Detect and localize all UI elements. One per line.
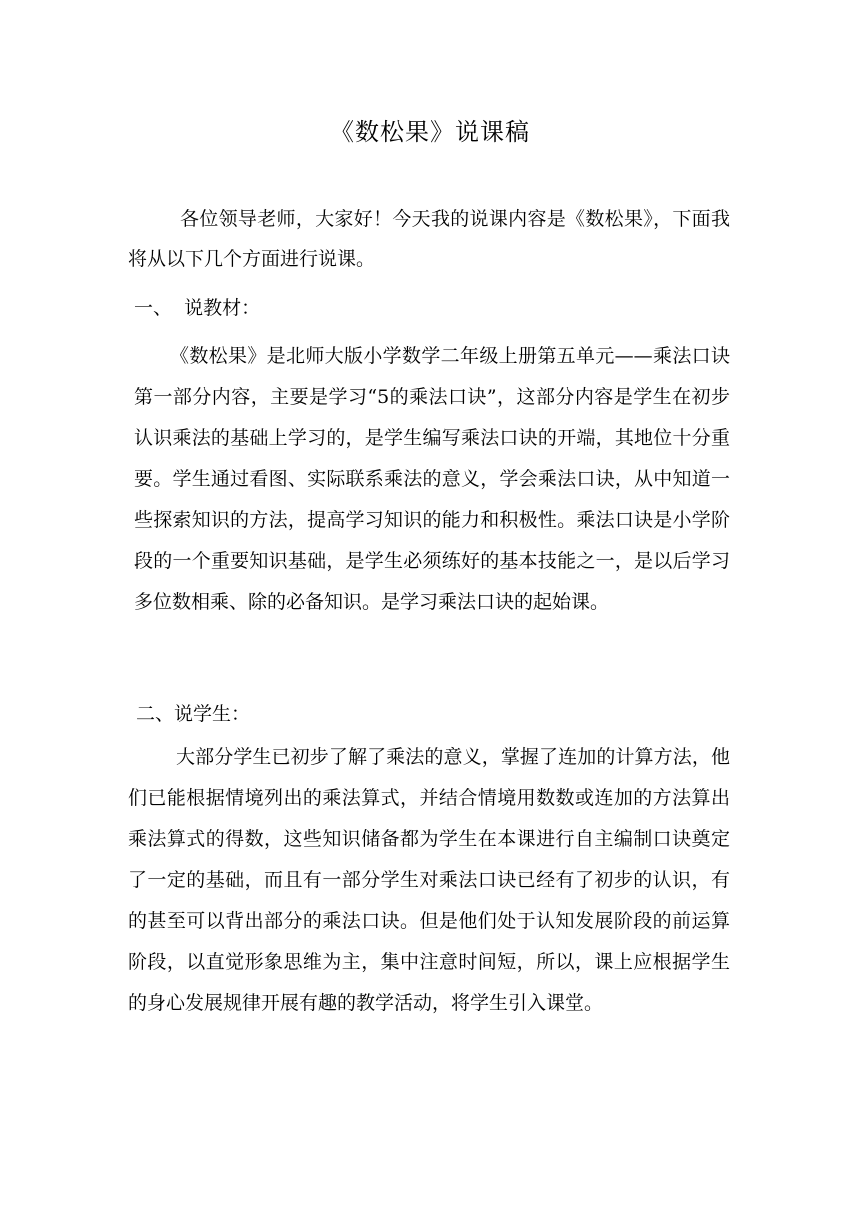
document-title: 《数松果》说课稿	[330, 118, 530, 146]
section-heading-students: 二、说学生：	[136, 703, 251, 725]
section-body-textbook: 《数松果》是北师大版小学数学二年级上册第五单元——乘法口诀第一部分内容，主要是学习“5的乘法口诀”，这部分内容是学生在初步认识乘法的基础上学习的，是学生编写乘法口诀的开端，其地位十分重要。学生通过看图、实际联系乘法的意义，学会乘法口诀，从中知道一些探索知识的方法，提高学习知识的能力和积极性。乘法口诀是小学阶段的一个重要知识基础，是学生必须练好的基本技能之一，是以后学习多位数相乘、除的必备知识。是学习乘法口诀的起始课。	[134, 345, 730, 613]
section-heading-textbook: 一、 说教材：	[134, 297, 261, 319]
intro-paragraph: 各位领导老师，大家好！今天我的说课内容是《数松果》，下面我将从以下几个方面进行说课。	[128, 208, 730, 270]
section-body-students: 大部分学生已初步了解了乘法的意义，掌握了连加的计算方法，他们已能根据情境列出的乘法算式，并结合情境用数数或连加的方法算出乘法算式的得数，这些知识储备都为学生在本课进行自主编制口诀奠定了一定的基础，而且有一部分学生对乘法口诀已经有了初步的认识，有的甚至可以背出部分的乘法口诀。但是他们处于认知发展阶段的前运算阶段，以直觉形象思维为主，集中注意时间短，所以，课上应根据学生的身心发展规律开展有趣的教学活动，将学生引入课堂。	[128, 746, 730, 1014]
